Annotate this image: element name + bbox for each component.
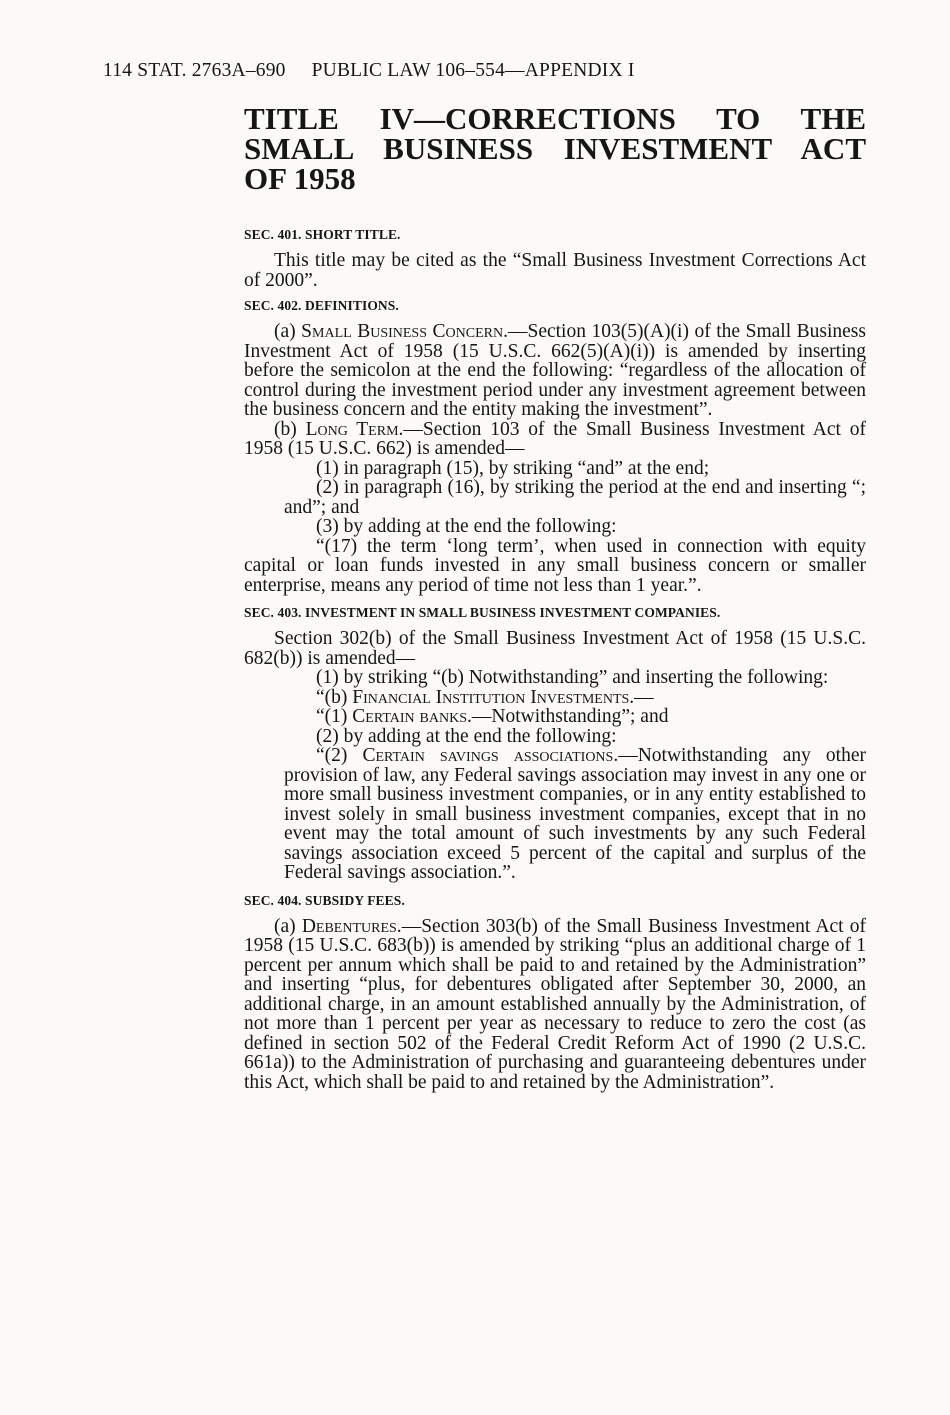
- s404-a-text: —Section 303(b) of the Small Business Investment Act of 1958 (15 U.S.C. 683(b)) is amended by striking “plus an additional charge of 1 percent per annum which shall be paid to and retained by the Administration” and inserting “plus, for debentures obligated after September 30, 2000, an additional charge, in an amount established annually by the Administration, of not more than 1 percent per year as necessary to reduce to zero the cost (as defined in section 502 of the Federal Credit Reform Act of 1990 (2 U.S.C. 661a)) to the Administration of purchasing and guaranteeing debentures under this Act, which shall be paid to and retained by the Administration”.: [244, 915, 866, 1093]
- title-line-3: OF 1958: [244, 161, 356, 196]
- section-403-heading: SEC. 403. INVESTMENT IN SMALL BUSINESS INVESTMENT COMPANIES.: [244, 605, 721, 620]
- title-line-1: TITLE IV—CORRECTIONS TO THE: [244, 101, 866, 136]
- section-401-heading: SEC. 401. SHORT TITLE.: [244, 227, 401, 242]
- financial-institution-investments: [244, 688, 866, 708]
- csa-label: “(2): [316, 745, 363, 766]
- section-404-subsection-a: [244, 917, 866, 1093]
- section-403-paragraph-2: (2) by adding at the end the following:: [316, 725, 617, 747]
- subsection-b-caption: Long Term.: [305, 418, 404, 440]
- document-body: [244, 101, 867, 1093]
- subsection-a-caption: Small Business Concern.: [301, 321, 508, 342]
- section-402-subsection-b: [244, 420, 866, 459]
- csa-caption: Certain savings associations.: [362, 745, 619, 766]
- cb-caption: Certain banks.: [352, 706, 472, 727]
- section-402-subsection-a: [244, 322, 866, 420]
- title-heading: [244, 101, 866, 196]
- cb-text: —Notwithstanding”; and: [471, 706, 669, 727]
- section-401-text: This title may be cited as the “Small Business Investment Corrections Act of 2000”.: [244, 250, 866, 291]
- s404-a-caption: Debentures.: [301, 915, 402, 937]
- section-402-heading: SEC. 402. DEFINITIONS.: [244, 298, 399, 313]
- section-403-intro: Section 302(b) of the Small Business Investment Act of 1958 (15 U.S.C. 682(b)) is amended—: [244, 628, 866, 669]
- certain-savings-associations: [244, 746, 866, 883]
- public-law-label: PUBLIC LAW 106–554—APPENDIX I: [311, 60, 635, 81]
- fi-dash: —: [634, 686, 654, 708]
- section-404-heading: SEC. 404. SUBSIDY FEES.: [244, 892, 405, 908]
- paragraph-1: (1) in paragraph (15), by striking “and” at the end;: [316, 457, 710, 479]
- statute-citation: 114 STAT. 2763A–690: [103, 60, 286, 81]
- title-line-2: SMALL BUSINESS INVESTMENT ACT: [244, 131, 866, 166]
- subsection-b-text: —Section 103 of the Small Business Investment Act of 1958 (15 U.S.C. 662) is amended—: [244, 418, 867, 459]
- subsection-a-label: (a): [274, 321, 302, 342]
- subsection-a-text: —Section 103(5)(A)(i) of the Small Business Investment Act of 1958 (15 U.S.C. 662(5)(A)(i)) is amended by inserting before the semicolon at the end the following: “regardless of the allocation of control during the investment period under any investment agreement between the business concern and the entity making the investment”.: [244, 321, 866, 420]
- subsection-b-label: (b): [274, 418, 306, 440]
- cb-label: “(1): [316, 706, 353, 727]
- fi-label: “(b): [316, 686, 353, 708]
- certain-banks: [244, 707, 866, 727]
- paragraph-2: (2) in paragraph (16), by striking the period at the end and inserting “; and”; and: [284, 477, 866, 518]
- s404-a-label: (a): [274, 915, 302, 937]
- running-header: [103, 60, 635, 82]
- fi-caption: Financial Institution Investments.: [352, 686, 635, 708]
- section-403-paragraph-1: (1) by striking “(b) Notwithstanding” and inserting the following:: [316, 667, 829, 688]
- csa-text: —Notwithstanding any other provision of law, any Federal savings association may invest in any one or more small business investment companies, or in any entity established to invest solely in small business investment companies, except that in no event may the total amount of such investments by any such Federal savings association exceed 5 percent of the capital and surplus of the Federal savings association.”.: [284, 745, 866, 883]
- paragraph-3: (3) by adding at the end the following:: [316, 516, 617, 537]
- quoted-paragraph-17: “(17) the term ‘long term’, when used in connection with equity capital or loan funds invested in any small business concern or smaller enterprise, means any period of time not less than 1 year.”.: [244, 535, 866, 596]
